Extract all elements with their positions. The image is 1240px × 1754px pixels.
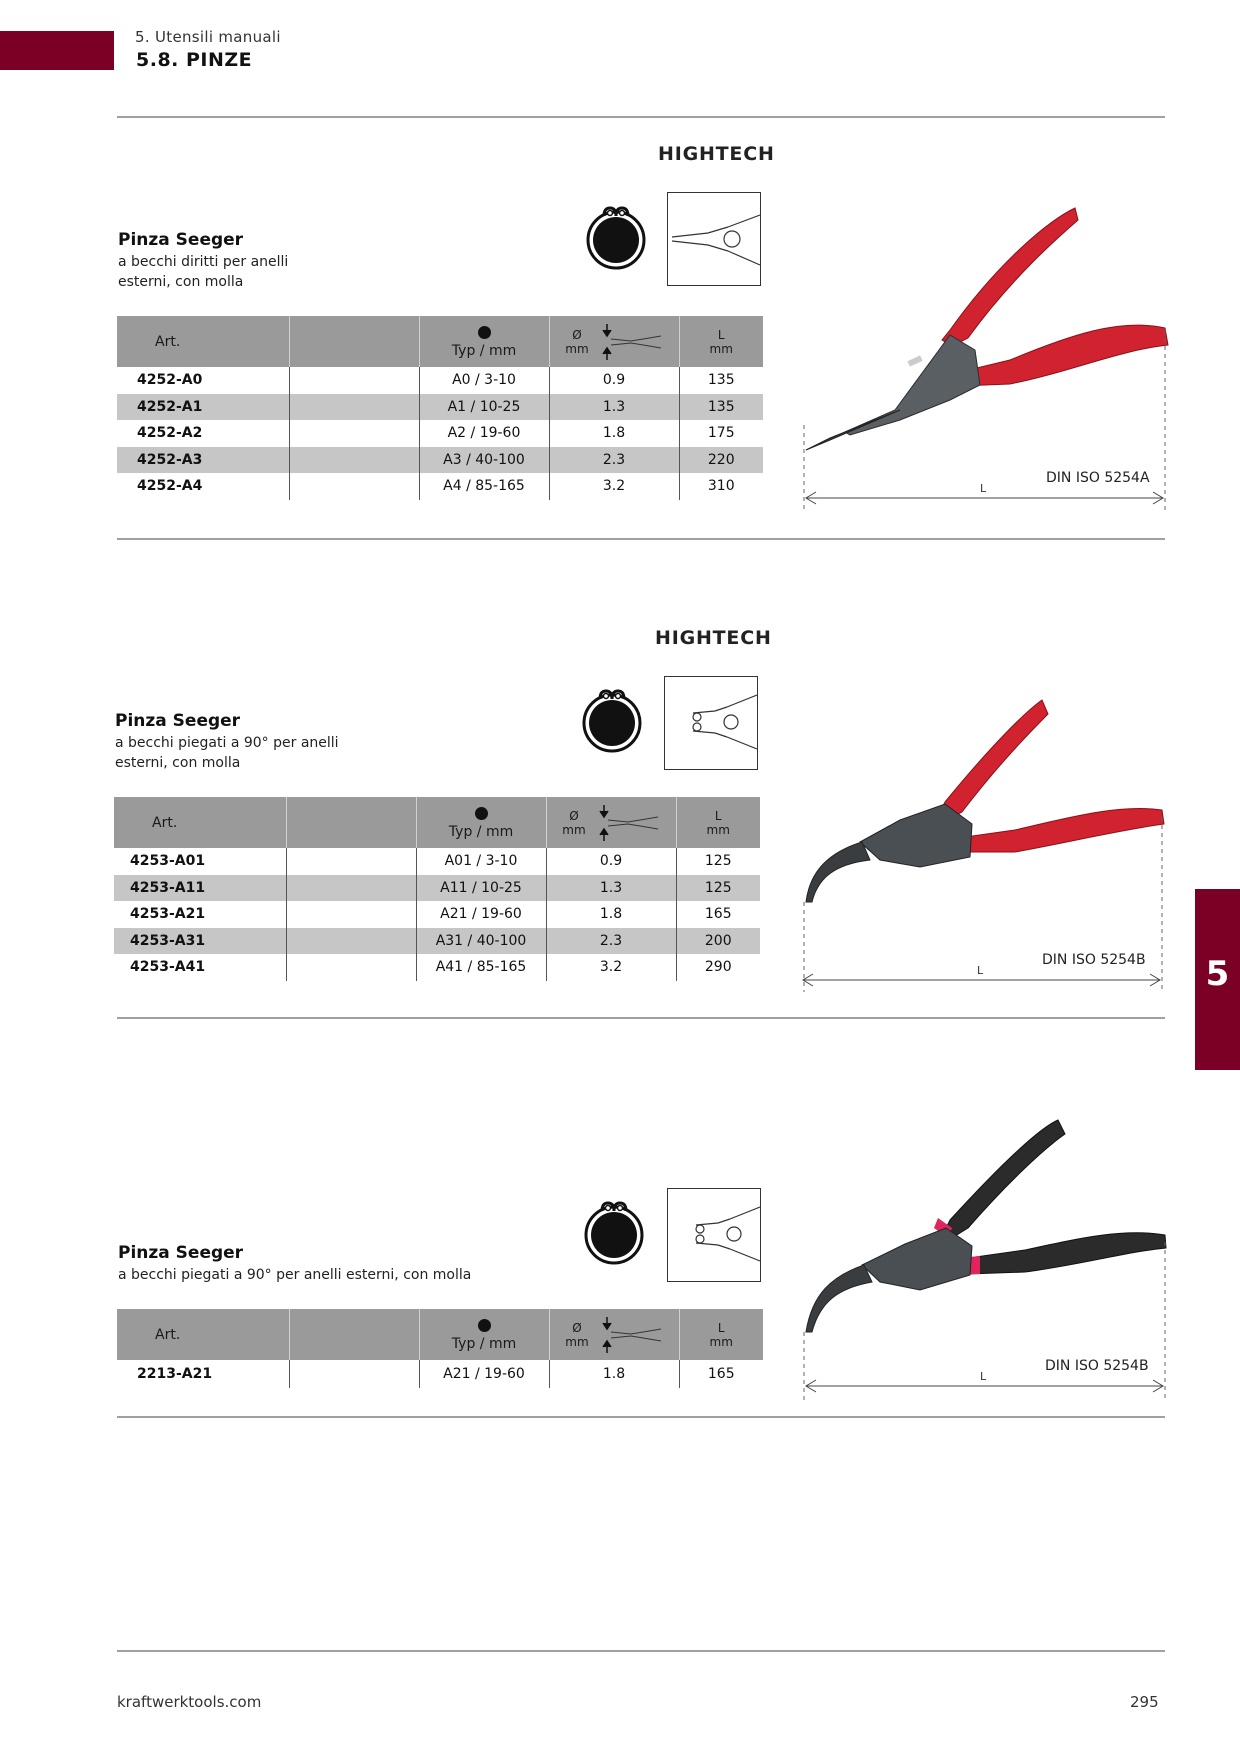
diameter-cell: 1.3 (549, 394, 679, 421)
description-line: a becchi piegati a 90° per anelli esterni, con molla (118, 1267, 472, 1283)
table-row (114, 875, 760, 902)
diameter-cell: 2.3 (549, 447, 679, 474)
diameter-cell: 0.9 (549, 367, 679, 394)
col-header-diameter (549, 1309, 679, 1360)
table-row (114, 848, 760, 875)
article-number: 2213-A21 (117, 1360, 289, 1388)
footer-divider (117, 1650, 1165, 1652)
bent-tip-icon (668, 1189, 760, 1281)
spec-table (117, 1309, 763, 1388)
diameter-symbol: Ø (572, 327, 582, 342)
hightech-badge: HIGHTECH (658, 143, 775, 165)
col-header-blank (286, 797, 416, 848)
length-cell: 125 (676, 875, 760, 902)
chapter-label: 5. Utensili manuali (135, 28, 281, 46)
table-row (117, 1360, 763, 1388)
length-label: L (980, 482, 987, 495)
plier-tip-diagram (667, 1188, 761, 1282)
product-title: Pinza Seeger (115, 711, 241, 731)
table-row (117, 394, 763, 421)
length-dimension (804, 1370, 1165, 1400)
page-number: 295 (1130, 1693, 1159, 1711)
table-row (114, 954, 760, 981)
col-header-length (679, 316, 763, 367)
diameter-cell: 2.3 (546, 928, 676, 955)
article-number: 4253-A01 (114, 848, 286, 875)
type-cell: A1 / 10-25 (419, 394, 549, 421)
col-header-length (679, 1309, 763, 1360)
type-cell: A11 / 10-25 (416, 875, 546, 902)
diameter-symbol: Ø (569, 808, 579, 823)
bent-tip-icon (665, 677, 757, 769)
article-number: 4253-A41 (114, 954, 286, 981)
retaining-ring-icon (580, 685, 644, 757)
length-cell: 125 (704, 853, 732, 870)
chapter-side-number: 5 (1205, 954, 1230, 994)
length-cell: 200 (676, 928, 760, 955)
type-cell: A0 / 3-10 (419, 367, 549, 394)
table-row (117, 420, 763, 447)
ring-icon (475, 807, 488, 820)
length-cell: 165 (707, 1366, 735, 1382)
diameter-unit: mm (565, 1334, 589, 1349)
length-unit: mm (709, 1334, 733, 1349)
spec-table (114, 797, 760, 981)
pliers-image-straight (800, 200, 1170, 510)
article-number: 4253-A31 (114, 928, 286, 955)
type-cell: A4 / 85-165 (419, 473, 549, 500)
table-row (114, 901, 760, 928)
straight-tip-icon (668, 193, 760, 285)
length-cell: 165 (704, 906, 732, 923)
retaining-ring-icon (584, 202, 648, 274)
product-description (118, 252, 288, 292)
description-line: a becchi piegati a 90° per anelli (115, 735, 339, 751)
article-number: 4252-A1 (117, 394, 289, 421)
product-title: Pinza Seeger (118, 1243, 244, 1263)
length-dimension (801, 964, 1162, 994)
col-header-type-label: Typ / mm (451, 1336, 517, 1352)
divider (117, 1017, 1165, 1019)
col-header-type (419, 1309, 549, 1360)
article-number: 4252-A4 (117, 473, 289, 500)
table-row (117, 473, 763, 500)
col-header-diameter (546, 797, 676, 848)
ring-icon (478, 1319, 491, 1332)
table-row (117, 367, 763, 394)
article-number: 4252-A2 (117, 420, 289, 447)
divider (117, 538, 1165, 540)
plier-tip-diagram (664, 676, 758, 770)
diameter-cell: 0.9 (546, 848, 676, 875)
product-description (115, 733, 339, 773)
col-header-blank (289, 316, 419, 367)
col-header-diameter (549, 316, 679, 367)
type-cell: A01 / 3-10 (416, 848, 546, 875)
length-cell: 135 (679, 394, 763, 421)
retaining-ring-icon (582, 1197, 646, 1269)
divider (117, 116, 1165, 118)
tip-thickness-icon (597, 1315, 663, 1355)
length-dimension (804, 482, 1165, 512)
diameter-cell: 3.2 (546, 954, 676, 981)
length-cell: 290 (704, 959, 732, 976)
description-line: esterni, con molla (118, 274, 244, 290)
length-unit: mm (706, 822, 730, 837)
diameter-unit: mm (565, 341, 589, 356)
section-title: 5.8. PINZE (136, 49, 253, 71)
col-header-art: Art. (117, 1309, 289, 1360)
diameter-cell: 1.3 (546, 875, 676, 902)
tip-thickness-icon (594, 803, 660, 843)
diameter-cell: 3.2 (549, 473, 679, 500)
length-label: L (980, 1370, 987, 1383)
table-row (117, 447, 763, 474)
diameter-cell: 1.8 (549, 420, 679, 447)
col-header-type-label: Typ / mm (448, 824, 514, 840)
type-cell: A31 / 40-100 (416, 928, 546, 955)
col-header-type (419, 316, 549, 367)
col-header-type (416, 797, 546, 848)
hightech-badge: HIGHTECH (655, 627, 772, 649)
col-header-art: Art. (117, 316, 289, 367)
chapter-color-bar (0, 31, 114, 70)
tip-thickness-icon (597, 322, 663, 362)
din-standard: DIN ISO 5254B (1045, 1358, 1149, 1374)
divider (117, 1416, 1165, 1418)
diameter-cell: 1.8 (546, 901, 676, 928)
product-title: Pinza Seeger (118, 230, 244, 250)
article-number: 4252-A3 (117, 447, 289, 474)
length-unit: mm (709, 341, 733, 356)
footer-website[interactable]: kraftwerktools.com (117, 1693, 262, 1711)
length-symbol: L (717, 327, 725, 342)
din-standard: DIN ISO 5254A (1046, 470, 1150, 486)
table-row (114, 928, 760, 955)
article-number: 4253-A21 (114, 901, 286, 928)
col-header-blank (289, 1309, 419, 1360)
pliers-image-bent-black (800, 1110, 1170, 1400)
type-cell: A21 / 19-60 (419, 1360, 549, 1388)
description-line: a becchi diritti per anelli (118, 254, 289, 270)
type-cell: A41 / 85-165 (416, 954, 546, 981)
product-description (118, 1265, 471, 1285)
article-number: 4253-A11 (114, 875, 286, 902)
type-cell: A3 / 40-100 (419, 447, 549, 474)
pliers-image-bent-red (800, 692, 1170, 992)
length-symbol: L (717, 1320, 725, 1335)
length-symbol: L (714, 808, 722, 823)
length-label: L (977, 964, 984, 977)
length-cell: 175 (707, 425, 735, 442)
type-cell: A2 / 19-60 (419, 420, 549, 447)
article-number: 4252-A0 (117, 367, 289, 394)
length-cell: 135 (707, 372, 735, 389)
diameter-cell: 1.8 (549, 1360, 679, 1388)
col-header-length (676, 797, 760, 848)
spec-table (117, 316, 763, 500)
length-cell: 310 (707, 478, 735, 495)
ring-icon (478, 326, 491, 339)
description-line: esterni, con molla (115, 755, 241, 771)
din-standard: DIN ISO 5254B (1042, 952, 1146, 968)
diameter-unit: mm (562, 822, 586, 837)
col-header-type-label: Typ / mm (451, 343, 517, 359)
plier-tip-diagram (667, 192, 761, 286)
type-cell: A21 / 19-60 (416, 901, 546, 928)
col-header-art: Art. (114, 797, 286, 848)
length-cell: 220 (679, 447, 763, 474)
diameter-symbol: Ø (572, 1320, 582, 1335)
